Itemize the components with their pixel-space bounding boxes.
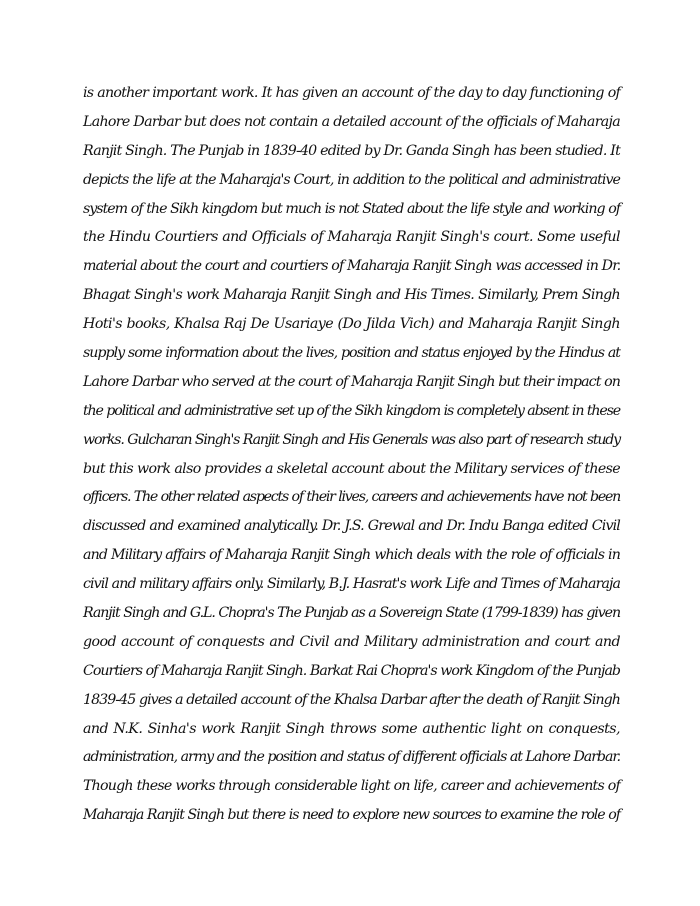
text-line: Maharaja Ranjit Singh but there is need to explore new sources to examine the role of	[83, 807, 620, 824]
text-line: civil and military affairs only. Similarly, B.J. Hasrat's work Life and Times of Maharaja	[83, 576, 621, 593]
text-line: discussed and examined analytically. Dr. J.S. Grewal and Dr. Indu Banga edited Civil	[83, 518, 620, 535]
text-line: supply some information about the lives, position and status enjoyed by the Hindus at	[83, 345, 620, 362]
text-line: the political and administrative set up of the Sikh kingdom is completely absent in these	[83, 402, 620, 419]
text-line: but this work also provides a skeletal account about the Military services of these	[83, 460, 620, 477]
text-line: officers. The other related aspects of their lives, careers and achievements have not been	[83, 489, 620, 506]
text-line: Ranjit Singh and G.L. Chopra's The Punjab as a Sovereign State (1799-1839) has given	[83, 605, 620, 622]
text-line: and N.K. Sinha's work Ranjit Singh throws some authentic light on conquests,	[83, 720, 620, 737]
text-line: is another important work. It has given an account of the day to day functioning of	[83, 85, 620, 101]
text-line: system of the Sikh kingdom but much is not Stated about the life style and working of	[83, 200, 620, 217]
text-line: Hoti's books, Khalsa Raj De Usariaye (Do Jilda Vich) and Maharaja Ranjit Singh	[83, 316, 620, 333]
text-line: Though these works through considerable light on life, career and achievements of	[83, 778, 620, 795]
text-line: Bhagat Singh's work Maharaja Ranjit Singh and His Times. Similarly, Prem Singh	[83, 287, 620, 304]
text-line: and Military affairs of Maharaja Ranjit Singh which deals with the role of officials in	[83, 547, 620, 564]
text-line: administration, army and the position and status of different officials at Lahore Darbar.	[83, 749, 620, 766]
text-line: Ranjit Singh. The Punjab in 1839-40 edited by Dr. Ganda Singh has been studied. It	[83, 142, 620, 159]
text-line: works. Gulcharan Singh's Ranjit Singh and His Generals was also part of research study	[83, 431, 620, 448]
body-paragraph	[83, 79, 620, 830]
text-line: the Hindu Courtiers and Officials of Maharaja Ranjit Singh's court. Some useful	[83, 229, 620, 246]
text-line: Lahore Darbar who served at the court of Maharaja Ranjit Singh but their impact on	[83, 373, 620, 390]
text-line: material about the court and courtiers of Maharaja Ranjit Singh was accessed in Dr.	[83, 258, 621, 275]
text-line: Lahore Darbar but does not contain a detailed account of the officials of Maharaja	[83, 113, 620, 130]
text-line: 1839-45 gives a detailed account of the Khalsa Darbar after the death of Ranjit Singh	[83, 691, 620, 708]
text-line: good account of conquests and Civil and Military administration and court and	[83, 633, 620, 650]
text-line: Courtiers of Maharaja Ranjit Singh. Barkat Rai Chopra's work Kingdom of the Punjab	[83, 662, 620, 679]
text-line: depicts the life at the Maharaja's Court, in addition to the political and administrative	[83, 171, 620, 188]
